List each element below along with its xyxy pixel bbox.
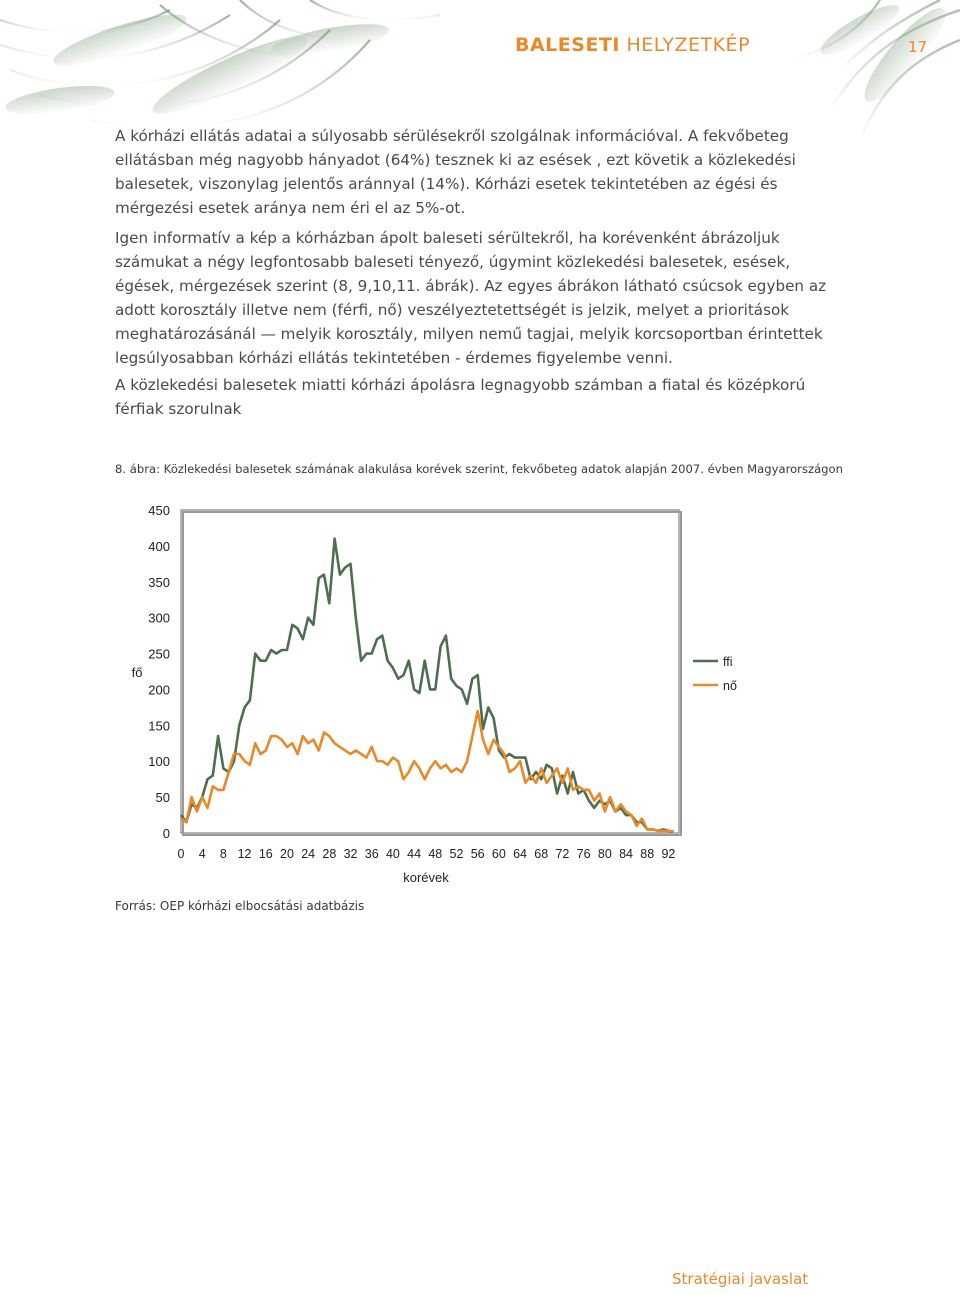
x-tick-label: 52 [449,847,464,861]
figure-caption: 8. ábra: Közlekedési balesetek számának alakulása korévek szerint, fekvőbeteg adatok alapján 2007. évben Magyarországon [115,462,843,476]
legend-label: nő [723,679,737,693]
series-line-no [181,711,674,832]
y-tick-label: 150 [148,718,170,734]
plot-area-shadow [183,512,681,835]
x-tick-label: 60 [491,847,506,861]
y-tick-label: 250 [148,646,170,662]
y-tick-label: 0 [162,826,170,841]
y-tick-label: 100 [148,754,170,770]
x-tick-label: 92 [661,847,676,861]
section-title-bold: BALESETI [515,34,620,56]
x-tick-label: 20 [280,847,294,861]
legend-label: ffi [723,655,733,669]
footer-label: Stratégiai javaslat [672,1270,809,1288]
x-tick-label: 72 [555,847,570,861]
y-tick-label: 450 [148,503,170,518]
x-tick-label: 28 [322,847,337,861]
y-axis-title: fő [131,665,143,680]
x-tick-label: 16 [258,847,273,861]
x-tick-label: 24 [301,847,316,861]
section-title [515,34,750,56]
x-tick-label: 80 [597,847,612,861]
y-tick-label: 400 [148,538,170,554]
series-line-ffi [181,539,674,832]
section-title-light: HELYZETKÉP [626,34,751,56]
x-tick-label: 56 [470,847,485,861]
x-tick-label: 68 [534,847,549,861]
x-tick-label: 40 [385,847,400,861]
x-tick-label: 76 [576,847,591,861]
y-tick-label: 200 [148,682,170,698]
x-tick-label: 32 [343,847,358,861]
figure-source: Forrás: OEP kórházi elbocsátási adatbázis [115,899,365,913]
paragraph-3: A közlekedési balesetek miatti kórházi ápolásra legnagyobb számban a fiatal és középkorú férfiak szorulnak [115,376,806,418]
plot-area [181,510,679,833]
y-tick-label: 350 [148,574,170,590]
x-tick-label: 64 [513,847,528,861]
x-axis-title: korévek [403,870,449,885]
x-tick-label: 12 [237,847,252,861]
x-tick-label: 0 [177,847,185,861]
y-tick-label: 300 [148,610,170,626]
x-tick-label: 36 [364,847,379,861]
paragraph-1: A kórházi ellátás adatai a súlyosabb sérülésekről szolgálnak információval. A fekvőbeteg ellátásban még nagyobb hányadot (64%) tesznek ki az esések , ezt követik a közlekedési balesetek, viszonylag jelentős aránnyal (14%). Kórházi esetek tekintetében az égési és mérgezési esetek aránya nem éri el az 5%-ot. [115,127,796,217]
x-tick-label: 48 [428,847,443,861]
x-tick-label: 4 [198,847,206,861]
x-tick-label: 84 [619,847,633,861]
x-tick-label: 88 [640,847,655,861]
y-tick-label: 50 [155,790,170,806]
x-tick-label: 44 [407,847,422,861]
x-tick-label: 8 [219,847,227,861]
paragraph-2: Igen informatív a kép a kórházban ápolt baleseti sérültekről, ha korévenként ábrázoljuk számukat a négy legfontosabb baleseti tényező, úgymint közlekedési balesetek, esések, égések, mérgezések szerint (8, 9,10,11. ábrák). Az egyes ábrákon látható csúcsok egyben az adott korosztály illetve nem (férfi, nő) veszélyeztetettségét is jelzik, melyet a prioritások meghatározásánál — melyik korosztály, milyen nemű tagjai, melyik korcsoportban érintettek legsúlyosabban kórházi ellátás tekintetében - érdemes figyelembe venni. [115,229,827,367]
page-number: 17 [908,38,928,56]
